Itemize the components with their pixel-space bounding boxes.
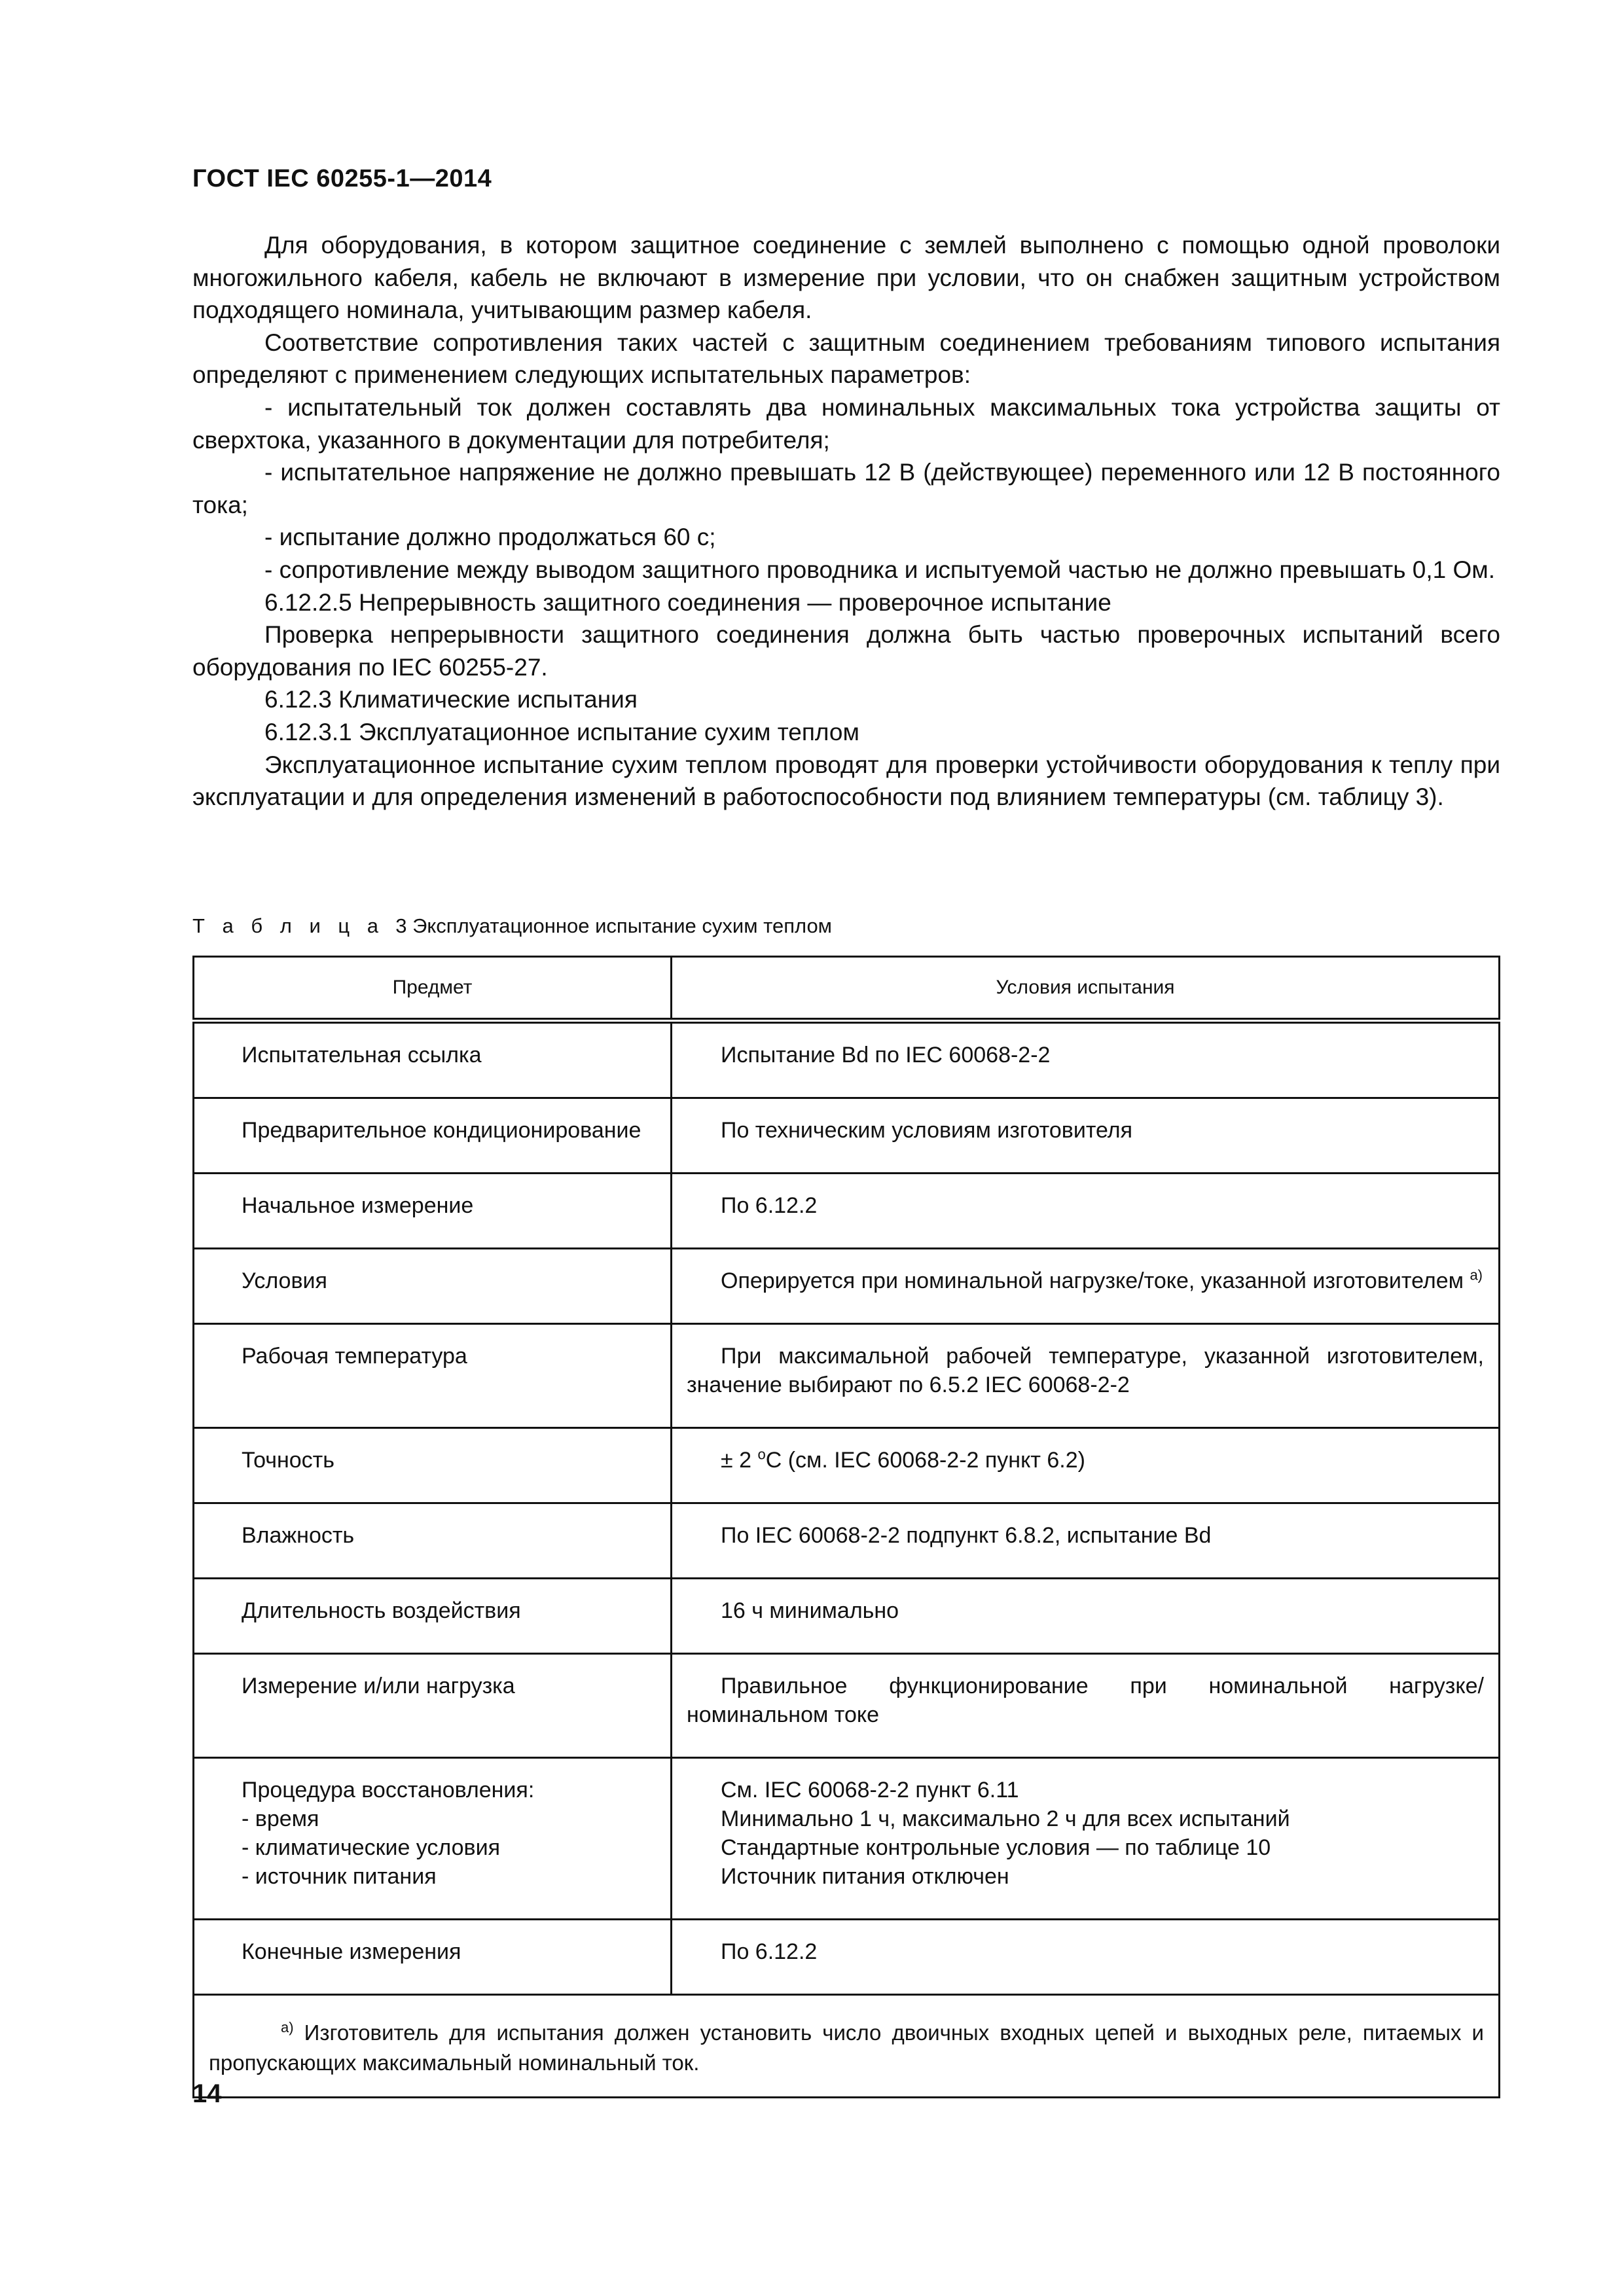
row-subject: Влажность	[242, 1523, 355, 1548]
row-condition: При максимальной рабочей температуре, указанной изготовителем, значение выбирают по 6.5.2 IEC 60068-2-2	[687, 1344, 1484, 1397]
section-heading: 6.12.3 Климатические испытания	[264, 686, 638, 713]
table-row	[194, 1654, 1500, 1758]
row-subject: Конечные измерения	[242, 1939, 461, 1964]
row-condition: 16 ч минимально	[721, 1598, 899, 1623]
list-item: - сопротивление между выводом защитного проводника и испытуемой частью не должно превышать 0,1 Ом.	[264, 556, 1495, 583]
row-subject-line: - время	[242, 1806, 319, 1831]
row-subject-line: - источник питания	[242, 1864, 437, 1889]
row-subject: Точность	[242, 1448, 334, 1473]
paragraph: Соответствие сопротивления таких частей с защитным соединением требованиям типового испытания определяют с применением следующих испытательных параметров:	[192, 329, 1500, 389]
table-row	[194, 1324, 1500, 1428]
table-footnote-row	[194, 1995, 1500, 2098]
table-row	[194, 1249, 1500, 1324]
body-text	[192, 229, 1500, 814]
table-caption-label: Т а б л и ц а	[192, 914, 385, 937]
table-row	[194, 1503, 1500, 1579]
row-condition-line: Стандартные контрольные условия — по таблице 10	[721, 1835, 1271, 1860]
table-header-row	[194, 957, 1500, 1021]
footnote-text: Изготовитель для испытания должен установить число двоичных входных цепей и выходных реле, питаемых и пропускающих максимальный номинальный ток.	[209, 2020, 1484, 2075]
row-subject: Испытательная ссылка	[242, 1043, 482, 1067]
row-subject: Предварительное кондиционирование	[242, 1118, 641, 1143]
document-header: ГОСТ IEC 60255-1—2014	[192, 165, 492, 192]
table-row	[194, 1098, 1500, 1174]
section-heading: 6.12.2.5 Непрерывность защитного соединения — проверочное испытание	[264, 588, 1111, 616]
list-item: - испытание должно продолжаться 60 с;	[264, 524, 716, 551]
row-condition: Испытание Bd по IEC 60068-2-2	[721, 1043, 1051, 1067]
table-row	[194, 1579, 1500, 1654]
row-condition-line: Минимально 1 ч, максимально 2 ч для всех испытаний	[721, 1806, 1290, 1831]
footnote-mark: а)	[281, 2019, 294, 2036]
table-footnote	[209, 2018, 1484, 2078]
row-condition: Оперируется при номинальной нагрузке/токе, указанной изготовителем	[721, 1268, 1464, 1293]
row-subject-line: - климатические условия	[242, 1835, 501, 1860]
row-subject-line: Процедура восстановления:	[242, 1778, 535, 1803]
table-row	[194, 1920, 1500, 1995]
table-row	[194, 1021, 1500, 1098]
table-row	[194, 1428, 1500, 1503]
row-condition: Правильное функционирование при номинальной нагрузке/ номинальном токе	[687, 1674, 1484, 1727]
row-condition: По 6.12.2	[721, 1939, 818, 1964]
table-caption	[192, 914, 832, 938]
row-subject: Рабочая температура	[242, 1344, 467, 1369]
row-subject: Длительность воздействия	[242, 1598, 521, 1623]
section-heading: 6.12.3.1 Эксплуатационное испытание сухим теплом	[264, 718, 859, 745]
paragraph: Эксплуатационное испытание сухим теплом проводят для проверки устойчивости оборудования к теплу при эксплуатации и для определения изменений в работоспособности под влиянием температуры (см. таблицу 3).	[192, 751, 1500, 811]
paragraph: Для оборудования, в котором защитное соединение с землей выполнено с помощью одной проволоки многожильного кабеля, кабель не включают в измерение при условии, что он снабжен защитным устройством подходящего номинала, учитывающим размер кабеля.	[192, 232, 1500, 324]
column-header-subject: Предмет	[194, 957, 672, 1021]
row-condition: По техническим условиям изготовителя	[721, 1118, 1133, 1143]
row-subject: Измерение и/или нагрузка	[242, 1674, 515, 1698]
row-condition-prefix: ± 2	[721, 1448, 758, 1473]
table-caption-text: 3 Эксплуатационное испытание сухим теплом	[395, 914, 832, 937]
row-condition-suffix: С (см. IEC 60068-2-2 пункт 6.2)	[765, 1448, 1085, 1473]
row-subject: Начальное измерение	[242, 1193, 474, 1218]
list-item: - испытательный ток должен составлять два номинальных максимальных тока устройства защиты от сверхтока, указанного в документации для потребителя;	[192, 393, 1500, 454]
degree-mark: o	[757, 1446, 766, 1463]
test-conditions-table	[192, 956, 1500, 2098]
column-header-conditions: Условия испытания	[672, 957, 1500, 1021]
row-condition-line: Источник питания отключен	[721, 1864, 1009, 1889]
page-number: 14	[192, 2079, 222, 2108]
row-condition: По IEC 60068-2-2 подпункт 6.8.2, испытание Bd	[721, 1523, 1212, 1548]
table-row	[194, 1174, 1500, 1249]
table-row	[194, 1758, 1500, 1920]
row-subject: Условия	[242, 1268, 327, 1293]
row-condition-line: См. IEC 60068-2-2 пункт 6.11	[721, 1778, 1019, 1803]
row-condition: По 6.12.2	[721, 1193, 818, 1218]
footnote-ref: а)	[1470, 1266, 1483, 1283]
row-condition-wrap	[687, 1266, 1484, 1295]
list-item: - испытательное напряжение не должно превышать 12 В (действующее) переменного или 12 В постоянного тока;	[192, 459, 1500, 518]
paragraph: Проверка непрерывности защитного соединения должна быть частью проверочных испытаний всего оборудования по IEC 60255-27.	[192, 621, 1500, 681]
